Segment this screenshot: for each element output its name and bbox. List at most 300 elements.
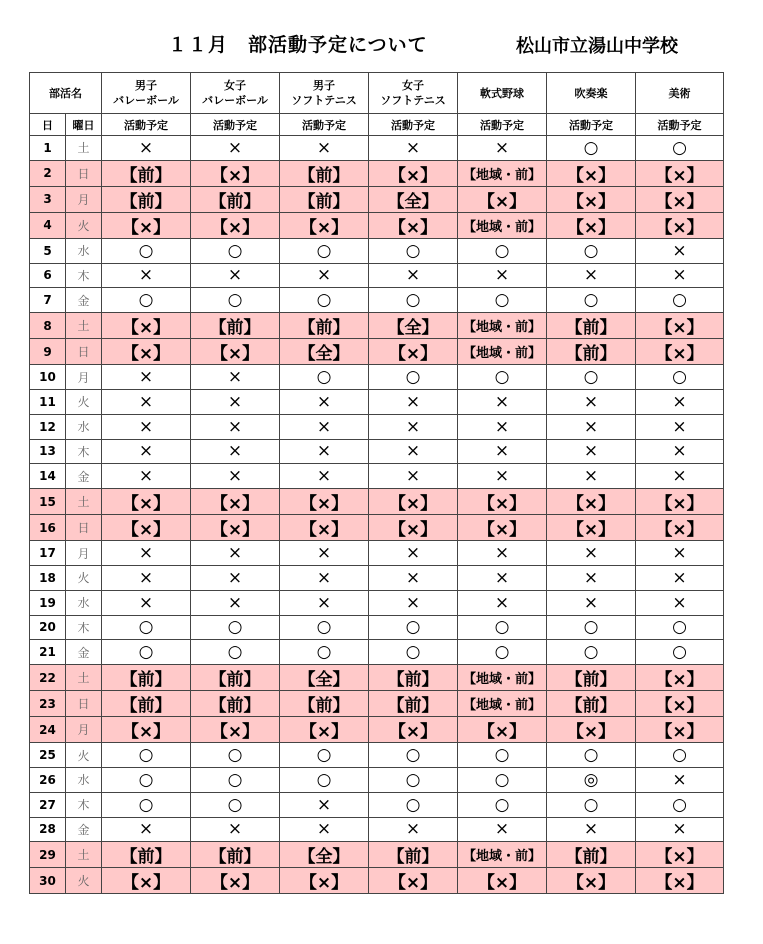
schedule-cell: ○ (547, 743, 636, 768)
day-cell: 25 (30, 743, 66, 768)
schedule-cell: 【×】 (547, 186, 636, 212)
schedule-cell: ○ (280, 238, 369, 263)
schedule-cell: × (191, 590, 280, 615)
schedule-cell: × (191, 136, 280, 161)
weekday-cell: 火 (66, 743, 102, 768)
schedule-cell: 【前】 (369, 691, 458, 717)
schedule-cell: × (636, 414, 724, 439)
schedule-cell: ○ (458, 615, 547, 640)
schedule-cell: 【×】 (547, 212, 636, 238)
day-cell: 30 (30, 868, 66, 894)
schedule-cell: ○ (458, 792, 547, 817)
table-row (30, 640, 724, 665)
schedule-cell: 【前】 (280, 691, 369, 717)
schedule-cell: 【前】 (547, 665, 636, 691)
schedule-cell: × (102, 464, 191, 489)
schedule-cell: × (547, 541, 636, 566)
weekday-cell: 土 (66, 842, 102, 868)
schedule-cell: 【前】 (547, 313, 636, 339)
schedule-cell: ○ (458, 288, 547, 313)
schedule-cell: 【×】 (458, 868, 547, 894)
schedule-cell: × (280, 136, 369, 161)
activity-plan-header: 活動予定 (458, 114, 547, 136)
schedule-cell: × (458, 263, 547, 288)
weekday-cell: 水 (66, 414, 102, 439)
schedule-cell: 【×】 (636, 339, 724, 365)
schedule-cell: ○ (280, 288, 369, 313)
weekday-cell: 土 (66, 313, 102, 339)
club-name-line2: ソフトテニス (380, 94, 446, 107)
schedule-cell: 【×】 (191, 868, 280, 894)
day-cell: 2 (30, 160, 66, 186)
schedule-cell: ○ (280, 640, 369, 665)
schedule-cell: ○ (102, 792, 191, 817)
weekday-cell: 金 (66, 288, 102, 313)
day-cell: 12 (30, 414, 66, 439)
schedule-cell: 【×】 (369, 717, 458, 743)
club-header (280, 73, 369, 114)
schedule-cell: 【×】 (369, 489, 458, 515)
activity-plan-header: 活動予定 (636, 114, 724, 136)
schedule-cell: ○ (636, 288, 724, 313)
activity-plan-header: 活動予定 (280, 114, 369, 136)
table-row (30, 160, 724, 186)
schedule-cell: 【×】 (547, 489, 636, 515)
day-cell: 6 (30, 263, 66, 288)
schedule-cell: × (280, 439, 369, 464)
schedule-cell: × (102, 414, 191, 439)
schedule-cell: 【前】 (102, 186, 191, 212)
weekday-cell: 日 (66, 691, 102, 717)
schedule-cell: 【前】 (280, 186, 369, 212)
schedule-cell: ○ (191, 288, 280, 313)
schedule-cell: × (280, 389, 369, 414)
schedule-cell: ○ (191, 767, 280, 792)
schedule-cell: 【前】 (191, 665, 280, 691)
table-row (30, 515, 724, 541)
club-name-line1: 男子 (313, 79, 335, 92)
club-header (369, 73, 458, 114)
schedule-cell: 【地域・前】 (458, 691, 547, 717)
schedule-cell: × (547, 389, 636, 414)
schedule-cell: 【×】 (636, 717, 724, 743)
schedule-cell: 【前】 (280, 313, 369, 339)
schedule-cell: × (458, 590, 547, 615)
table-row (30, 767, 724, 792)
schedule-cell: × (280, 464, 369, 489)
schedule-cell: ○ (369, 288, 458, 313)
schedule-cell: × (547, 817, 636, 842)
activity-plan-header: 活動予定 (369, 114, 458, 136)
schedule-cell: 【×】 (636, 665, 724, 691)
schedule-cell: × (369, 389, 458, 414)
schedule-cell: × (191, 389, 280, 414)
schedule-cell: × (636, 238, 724, 263)
table-row (30, 817, 724, 842)
table-row (30, 414, 724, 439)
schedule-cell: × (102, 541, 191, 566)
schedule-cell: ○ (547, 615, 636, 640)
schedule-cell: 【×】 (280, 717, 369, 743)
schedule-cell: ○ (102, 743, 191, 768)
schedule-cell: ○ (547, 288, 636, 313)
day-cell: 23 (30, 691, 66, 717)
schedule-cell: ○ (458, 743, 547, 768)
day-cell: 18 (30, 565, 66, 590)
schedule-cell: 【地域・前】 (458, 339, 547, 365)
schedule-cell: × (369, 817, 458, 842)
day-cell: 1 (30, 136, 66, 161)
schedule-cell: × (547, 263, 636, 288)
schedule-cell: × (280, 414, 369, 439)
table-row (30, 186, 724, 212)
weekday-cell: 月 (66, 541, 102, 566)
schedule-cell: × (102, 565, 191, 590)
schedule-cell: 【×】 (102, 212, 191, 238)
schedule-cell: 【×】 (547, 717, 636, 743)
table-row (30, 665, 724, 691)
club-header (102, 73, 191, 114)
schedule-cell: 【×】 (280, 489, 369, 515)
schedule-cell: ○ (102, 615, 191, 640)
schedule-cell: × (102, 817, 191, 842)
day-cell: 3 (30, 186, 66, 212)
schedule-cell: 【前】 (547, 842, 636, 868)
table-row (30, 365, 724, 390)
schedule-cell: ○ (102, 640, 191, 665)
schedule-cell: ○ (547, 238, 636, 263)
weekday-cell: 木 (66, 792, 102, 817)
schedule-cell: 【全】 (280, 665, 369, 691)
table-row (30, 389, 724, 414)
schedule-cell: 【×】 (547, 868, 636, 894)
club-header (547, 73, 636, 114)
schedule-cell: × (547, 414, 636, 439)
schedule-cell: 【×】 (191, 160, 280, 186)
weekday-cell: 月 (66, 365, 102, 390)
schedule-cell: 【×】 (547, 515, 636, 541)
schedule-cell: ○ (636, 792, 724, 817)
club-name-line2: ソフトテニス (291, 94, 357, 107)
schedule-cell: 【×】 (636, 515, 724, 541)
schedule-cell: 【×】 (280, 515, 369, 541)
schedule-cell: ○ (280, 615, 369, 640)
club-name-line1: 軟式野球 (480, 86, 524, 100)
weekday-header: 曜日 (66, 114, 102, 136)
club-header-row (30, 73, 724, 114)
schedule-cell: 【地域・前】 (458, 212, 547, 238)
schedule-cell: × (458, 389, 547, 414)
table-row (30, 541, 724, 566)
schedule-cell: ○ (458, 767, 547, 792)
table-row (30, 565, 724, 590)
schedule-cell: 【×】 (636, 313, 724, 339)
schedule-cell: ○ (547, 136, 636, 161)
weekday-cell: 火 (66, 565, 102, 590)
schedule-cell: × (636, 263, 724, 288)
schedule-cell: × (458, 414, 547, 439)
table-row (30, 313, 724, 339)
table-row (30, 212, 724, 238)
table-row (30, 615, 724, 640)
day-cell: 24 (30, 717, 66, 743)
schedule-cell: 【前】 (102, 842, 191, 868)
weekday-cell: 月 (66, 186, 102, 212)
schedule-cell: 【×】 (191, 339, 280, 365)
schedule-cell: 【×】 (458, 515, 547, 541)
schedule-cell: 【地域・前】 (458, 313, 547, 339)
schedule-cell: × (547, 439, 636, 464)
weekday-cell: 水 (66, 238, 102, 263)
activity-plan-header: 活動予定 (547, 114, 636, 136)
schedule-cell: 【前】 (547, 339, 636, 365)
schedule-cell: × (280, 541, 369, 566)
club-name-line1: 吹奏楽 (574, 86, 608, 100)
schedule-cell: × (280, 817, 369, 842)
club-name-line1: 女子 (402, 79, 424, 92)
schedule-cell: × (636, 767, 724, 792)
schedule-cell: ○ (280, 743, 369, 768)
schedule-cell: × (191, 414, 280, 439)
club-header (636, 73, 724, 114)
schedule-cell: × (547, 464, 636, 489)
schedule-cell: 【前】 (547, 691, 636, 717)
table-row (30, 464, 724, 489)
schedule-cell: × (191, 817, 280, 842)
schedule-cell: 【×】 (102, 339, 191, 365)
schedule-cell: ○ (369, 640, 458, 665)
schedule-cell: 【×】 (636, 186, 724, 212)
schedule-cell: × (636, 817, 724, 842)
day-cell: 14 (30, 464, 66, 489)
schedule-cell: ○ (280, 767, 369, 792)
schedule-cell: × (369, 414, 458, 439)
weekday-cell: 水 (66, 590, 102, 615)
day-cell: 5 (30, 238, 66, 263)
schedule-cell: ◎ (547, 767, 636, 792)
schedule-cell: × (636, 590, 724, 615)
schedule-cell: × (191, 565, 280, 590)
weekday-cell: 水 (66, 767, 102, 792)
day-cell: 29 (30, 842, 66, 868)
day-cell: 21 (30, 640, 66, 665)
weekday-cell: 木 (66, 263, 102, 288)
schedule-cell: ○ (191, 743, 280, 768)
schedule-cell: ○ (458, 640, 547, 665)
schedule-cell: 【×】 (280, 868, 369, 894)
table-row (30, 743, 724, 768)
schedule-cell: 【前】 (191, 313, 280, 339)
day-cell: 26 (30, 767, 66, 792)
schedule-cell: × (458, 439, 547, 464)
schedule-cell: × (458, 464, 547, 489)
schedule-cell: 【前】 (102, 160, 191, 186)
schedule-cell: ○ (102, 288, 191, 313)
schedule-cell: 【×】 (102, 515, 191, 541)
day-cell: 19 (30, 590, 66, 615)
day-cell: 9 (30, 339, 66, 365)
schedule-cell: 【×】 (636, 489, 724, 515)
table-row (30, 691, 724, 717)
schedule-cell: 【×】 (102, 717, 191, 743)
table-row (30, 263, 724, 288)
schedule-cell: ○ (102, 238, 191, 263)
schedule-cell: × (458, 565, 547, 590)
schedule-cell: 【×】 (191, 515, 280, 541)
schedule-cell: 【×】 (636, 691, 724, 717)
sub-header-row (30, 114, 724, 136)
schedule-cell: × (369, 464, 458, 489)
schedule-cell: 【×】 (547, 160, 636, 186)
table-row (30, 842, 724, 868)
schedule-cell: 【前】 (191, 186, 280, 212)
schedule-cell: ○ (636, 136, 724, 161)
day-cell: 13 (30, 439, 66, 464)
schedule-cell: × (636, 541, 724, 566)
schedule-cell: 【×】 (458, 186, 547, 212)
schedule-cell: ○ (369, 615, 458, 640)
schedule-cell: 【×】 (458, 489, 547, 515)
weekday-cell: 金 (66, 640, 102, 665)
weekday-cell: 日 (66, 515, 102, 541)
schedule-cell: × (191, 439, 280, 464)
table-row (30, 792, 724, 817)
schedule-cell: 【×】 (369, 868, 458, 894)
weekday-cell: 土 (66, 489, 102, 515)
day-cell: 16 (30, 515, 66, 541)
schedule-cell: × (636, 565, 724, 590)
schedule-cell: 【×】 (102, 313, 191, 339)
schedule-cell: 【全】 (369, 313, 458, 339)
schedule-cell: × (636, 389, 724, 414)
schedule-cell: 【前】 (191, 842, 280, 868)
schedule-cell: ○ (369, 365, 458, 390)
schedule-cell: ○ (458, 238, 547, 263)
schedule-cell: × (102, 136, 191, 161)
schedule-cell: × (191, 464, 280, 489)
schedule-cell: ○ (369, 767, 458, 792)
schedule-cell: × (636, 439, 724, 464)
schedule-cell: × (369, 263, 458, 288)
weekday-cell: 土 (66, 136, 102, 161)
schedule-cell: ○ (369, 792, 458, 817)
schedule-cell: ○ (191, 792, 280, 817)
schedule-cell: ○ (369, 238, 458, 263)
schedule-cell: × (191, 365, 280, 390)
schedule-cell: × (369, 590, 458, 615)
schedule-cell: × (369, 565, 458, 590)
day-cell: 7 (30, 288, 66, 313)
schedule-cell: 【×】 (369, 160, 458, 186)
club-name-line2: バレーボール (202, 94, 268, 107)
club-name-line1: 男子 (135, 79, 157, 92)
activity-plan-header: 活動予定 (191, 114, 280, 136)
activity-plan-header: 活動予定 (102, 114, 191, 136)
table-row (30, 238, 724, 263)
table-row (30, 717, 724, 743)
schedule-cell: 【地域・前】 (458, 842, 547, 868)
club-name-line1: 女子 (224, 79, 246, 92)
weekday-cell: 木 (66, 615, 102, 640)
schedule-cell: × (547, 590, 636, 615)
schedule-cell: ○ (636, 743, 724, 768)
schedule-cell: ○ (458, 365, 547, 390)
day-cell: 17 (30, 541, 66, 566)
schedule-cell: × (102, 389, 191, 414)
weekday-cell: 木 (66, 439, 102, 464)
table-row (30, 136, 724, 161)
schedule-cell: 【前】 (102, 665, 191, 691)
schedule-cell: ○ (280, 365, 369, 390)
schedule-cell: 【×】 (191, 212, 280, 238)
weekday-cell: 日 (66, 339, 102, 365)
schedule-cell: ○ (547, 365, 636, 390)
schedule-cell: 【地域・前】 (458, 160, 547, 186)
day-cell: 10 (30, 365, 66, 390)
weekday-cell: 火 (66, 389, 102, 414)
schedule-cell: 【前】 (280, 160, 369, 186)
weekday-cell: 火 (66, 868, 102, 894)
table-row (30, 590, 724, 615)
schedule-cell: 【×】 (102, 868, 191, 894)
day-cell: 20 (30, 615, 66, 640)
schedule-cell: ○ (191, 238, 280, 263)
schedule-cell: 【×】 (369, 339, 458, 365)
schedule-cell: × (102, 439, 191, 464)
table-row (30, 868, 724, 894)
schedule-cell: 【前】 (102, 691, 191, 717)
club-name-line1: 美術 (668, 86, 691, 100)
schedule-cell: × (280, 565, 369, 590)
schedule-cell: × (280, 263, 369, 288)
schedule-cell: × (102, 590, 191, 615)
schedule-cell: 【×】 (458, 717, 547, 743)
schedule-cell: × (369, 541, 458, 566)
schedule-cell: 【前】 (191, 691, 280, 717)
schedule-cell: ○ (636, 640, 724, 665)
schedule-cell: 【×】 (191, 489, 280, 515)
schedule-cell: × (636, 464, 724, 489)
club-name-header: 部活名 (30, 73, 102, 114)
weekday-cell: 金 (66, 464, 102, 489)
schedule-cell: 【×】 (369, 212, 458, 238)
schedule-cell: ○ (369, 743, 458, 768)
schedule-cell: × (369, 136, 458, 161)
club-header (458, 73, 547, 114)
schedule-cell: 【全】 (280, 842, 369, 868)
schedule-cell: ○ (636, 365, 724, 390)
schedule-cell: × (458, 136, 547, 161)
weekday-cell: 月 (66, 717, 102, 743)
weekday-cell: 土 (66, 665, 102, 691)
schedule-cell: 【×】 (636, 842, 724, 868)
schedule-cell: × (458, 541, 547, 566)
day-cell: 27 (30, 792, 66, 817)
schedule-cell: ○ (547, 640, 636, 665)
schedule-cell: × (547, 565, 636, 590)
schedule-cell: × (102, 365, 191, 390)
schedule-body (30, 136, 724, 894)
table-row (30, 439, 724, 464)
schedule-cell: 【×】 (191, 717, 280, 743)
schedule-cell: 【全】 (369, 186, 458, 212)
school-name: 松山市立湯山中学校 (516, 36, 678, 57)
table-row (30, 288, 724, 313)
schedule-cell: 【地域・前】 (458, 665, 547, 691)
day-header: 日 (30, 114, 66, 136)
schedule-cell: 【前】 (369, 665, 458, 691)
day-cell: 22 (30, 665, 66, 691)
